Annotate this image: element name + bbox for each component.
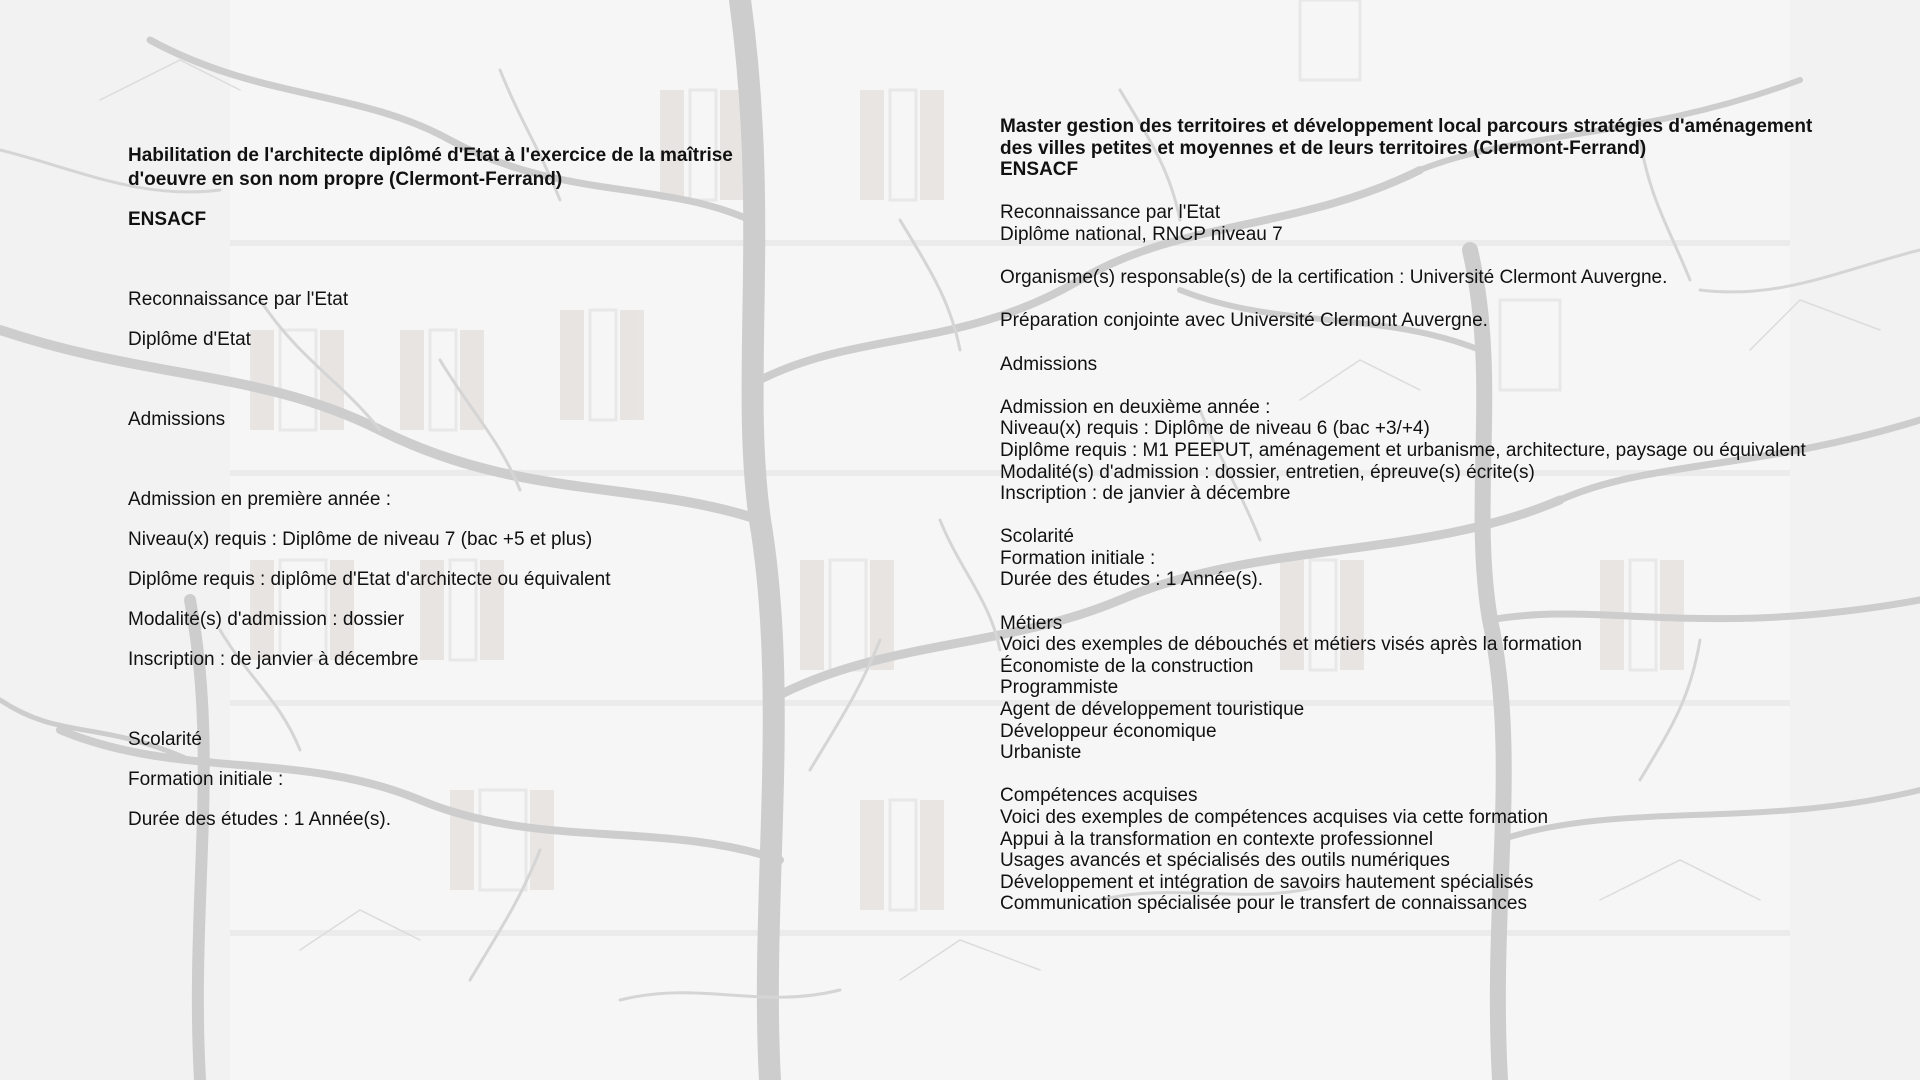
certification-organisms: Organisme(s) responsable(s) de la certification : Université Clermont Auvergne. xyxy=(1000,267,1668,289)
left-program-column xyxy=(128,144,788,848)
admission-year: Admission en première année : xyxy=(128,489,391,510)
preparation-block xyxy=(1000,310,1900,332)
joint-preparation: Préparation conjointe avec Université Clermont Auvergne. xyxy=(1000,310,1488,332)
admission-year: Admission en deuxième année : xyxy=(1000,396,1271,418)
level-required: Niveau(x) requis : Diplôme de niveau 6 (bac +3/+4) xyxy=(1000,418,1430,440)
recognition-value: Diplôme d'Etat xyxy=(128,329,251,350)
admission-mode: Modalité(s) d'admission : dossier xyxy=(128,609,405,630)
training-type: Formation initiale : xyxy=(128,769,284,790)
skills-intro: Voici des exemples de compétences acquises via cette formation xyxy=(1000,807,1549,828)
job-item: Programmiste xyxy=(1000,677,1119,699)
admission-mode: Modalité(s) d'admission : dossier, entretien, épreuve(s) écrite(s) xyxy=(1000,461,1535,483)
diploma-required: Diplôme requis : diplôme d'Etat d'architecte ou équivalent xyxy=(128,569,611,590)
recognition-heading: Reconnaissance par l'Etat xyxy=(128,289,349,310)
job-item: Urbaniste xyxy=(1000,742,1082,764)
jobs-block xyxy=(1000,613,1900,764)
skill-item: Développement et intégration de savoirs hautement spécialisés xyxy=(1000,871,1534,893)
right-program-column xyxy=(1000,116,1900,937)
jobs-intro: Voici des exemples de débouchés et métiers visés après la formation xyxy=(1000,634,1582,656)
job-item: Agent de développement touristique xyxy=(1000,699,1305,721)
school-name: ENSACF xyxy=(1000,159,1079,181)
schooling-block xyxy=(1000,526,1900,591)
study-duration: Durée des études : 1 Année(s). xyxy=(128,809,391,830)
admissions-heading: Admissions xyxy=(1000,353,1098,375)
admissions-heading-block xyxy=(1000,354,1900,376)
organisms-block xyxy=(1000,267,1900,289)
program-title-line: Master gestion des territoires et développement local parcours stratégies d'aménagement xyxy=(1000,116,1813,137)
skills-block xyxy=(1000,785,1900,915)
school-name: ENSACF xyxy=(128,209,207,230)
admissions-heading: Admissions xyxy=(128,409,226,430)
schooling-heading: Scolarité xyxy=(1000,526,1074,548)
registration-period: Inscription : de janvier à décembre xyxy=(128,649,419,670)
training-type: Formation initiale : xyxy=(1000,547,1156,569)
program-title: Habilitation de l'architecte diplômé d'Etat à l'exercice de la maîtrise d'oeuvre en son nom propre (Clermont-Ferrand) xyxy=(128,145,733,190)
schooling-heading: Scolarité xyxy=(128,729,202,750)
job-item: Développeur économique xyxy=(1000,720,1217,742)
diploma-required: Diplôme requis : M1 PEEPUT, aménagement et urbanisme, architecture, paysage ou équivalent xyxy=(1000,439,1806,461)
level-required: Niveau(x) requis : Diplôme de niveau 7 (bac +5 et plus) xyxy=(128,529,593,550)
skills-heading: Compétences acquises xyxy=(1000,785,1198,807)
registration-period: Inscription : de janvier à décembre xyxy=(1000,483,1291,505)
skill-item: Appui à la transformation en contexte professionnel xyxy=(1000,828,1434,850)
program-title-block xyxy=(1000,116,1900,181)
recognition-block xyxy=(1000,202,1900,245)
program-title-line: des villes petites et moyennes et de leurs territoires (Clermont-Ferrand) xyxy=(1000,137,1647,159)
admission-details-block xyxy=(1000,397,1900,505)
jobs-heading: Métiers xyxy=(1000,612,1063,634)
skill-item: Communication spécialisée pour le transfert de connaissances xyxy=(1000,893,1527,915)
recognition-heading: Reconnaissance par l'Etat xyxy=(1000,202,1221,224)
study-duration: Durée des études : 1 Année(s). xyxy=(1000,569,1263,591)
skill-item: Usages avancés et spécialisés des outils numériques xyxy=(1000,850,1450,872)
job-item: Économiste de la construction xyxy=(1000,655,1254,677)
recognition-value: Diplôme national, RNCP niveau 7 xyxy=(1000,223,1283,245)
